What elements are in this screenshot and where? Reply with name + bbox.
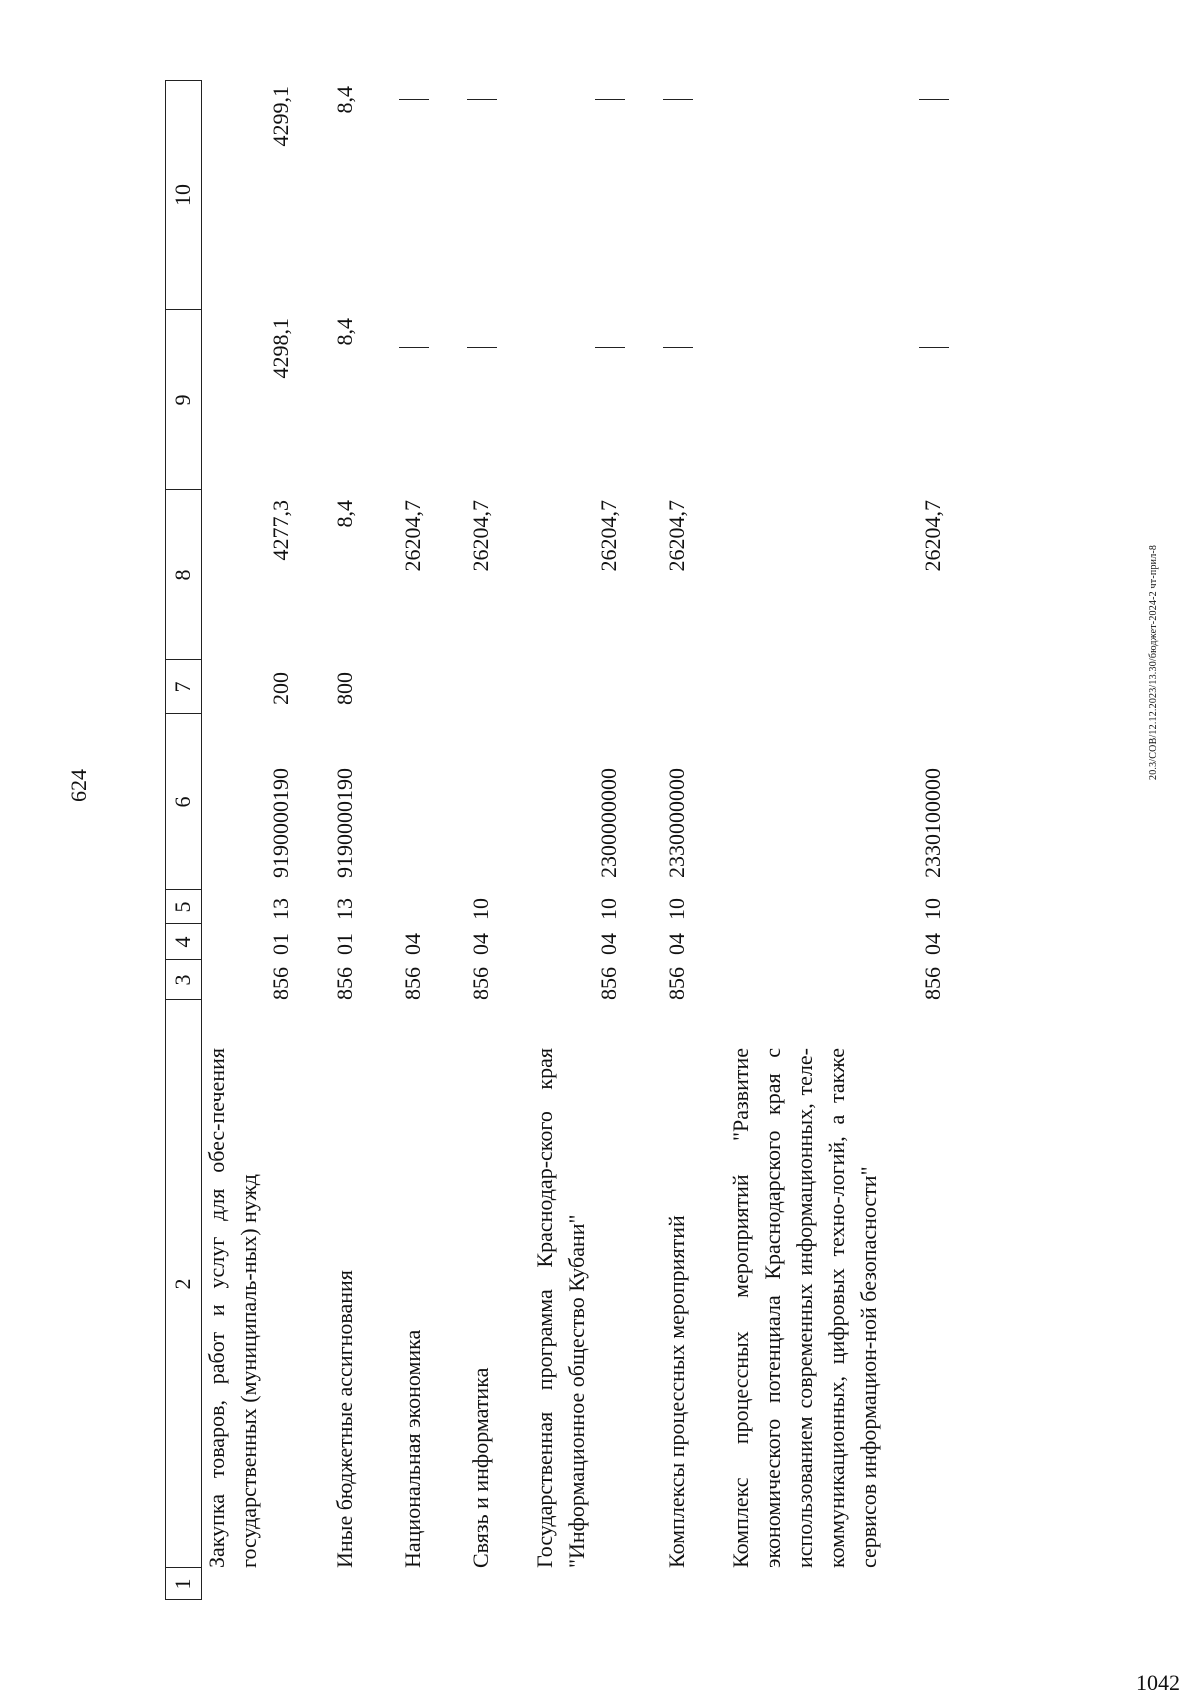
column-header: 9	[170, 394, 195, 406]
empty-dash	[467, 99, 497, 100]
cell-amount-year3: 4299,1	[268, 86, 293, 147]
empty-dash	[595, 347, 625, 348]
cell-expense-type: 200	[268, 672, 293, 705]
column-header: 7	[170, 681, 195, 693]
cell-target-article: 9190000190	[268, 768, 293, 878]
cell-section: 04	[920, 933, 945, 955]
cell-subsection: 10	[596, 898, 621, 920]
row-description: Иные бюджетные ассигнования	[332, 1270, 357, 1568]
column-header: 5	[170, 901, 195, 913]
empty-dash	[399, 99, 429, 100]
document-path-note: 20.3/СОВ/12.12.2023/13.30/бюджет-2024-2 чт-прил-8	[1148, 544, 1159, 780]
row-description: Комплексы процессных мероприятий	[664, 1215, 689, 1568]
cell-amount-year1: 26204,7	[468, 500, 493, 572]
column-header: 10	[170, 184, 195, 206]
cell-amount-year1: 26204,7	[920, 500, 945, 572]
page-number: 624	[66, 769, 91, 802]
row-description: Закупка товаров, работ и услуг для обес-печения государственных (муниципаль-ных) нужд	[204, 1048, 261, 1568]
cell-section: 04	[596, 933, 621, 955]
cell-section: 04	[664, 933, 689, 955]
empty-dash	[663, 347, 693, 348]
cell-section: 04	[468, 933, 493, 955]
cell-section: 04	[400, 933, 425, 955]
cell-gl-admin: 856	[664, 967, 689, 1000]
cell-subsection: 13	[332, 898, 357, 920]
budget-table	[165, 80, 985, 1600]
cell-target-article: 2300000000	[596, 768, 621, 878]
column-header: 8	[170, 569, 195, 581]
cell-amount-year2: 8,4	[332, 318, 357, 346]
cell-amount-year1: 8,4	[332, 500, 357, 528]
empty-dash	[663, 99, 693, 100]
cell-subsection: 13	[268, 898, 293, 920]
cell-amount-year1: 4277,3	[268, 500, 293, 561]
column-header: 4	[170, 936, 195, 948]
cell-amount-year1: 26204,7	[400, 500, 425, 572]
row-description: Комплекс процессных мероприятий "Развитие экономического потенциала Краснодарского края с использованием современных информационных, теле-коммуникационных, цифровых техно-логий, а также сервисов информацион-ной безопасности"	[728, 1048, 881, 1568]
cell-subsection: 10	[664, 898, 689, 920]
cell-section: 01	[268, 933, 293, 955]
column-header: 3	[170, 974, 195, 986]
column-header: 1	[170, 1578, 195, 1590]
row-description: Государственная программа Краснодар-ского края "Информационное общество Кубани"	[532, 1048, 589, 1568]
cell-subsection: 10	[920, 898, 945, 920]
column-header: 2	[170, 1278, 195, 1290]
cell-gl-admin: 856	[920, 967, 945, 1000]
cell-amount-year1: 26204,7	[664, 500, 689, 572]
empty-dash	[595, 99, 625, 100]
column-header: 6	[170, 796, 195, 808]
footer-page-number: 1042	[1136, 1670, 1180, 1695]
row-description: Национальная экономика	[400, 1329, 425, 1568]
cell-gl-admin: 856	[400, 967, 425, 1000]
cell-target-article: 2330000000	[664, 768, 689, 878]
empty-dash	[399, 347, 429, 348]
cell-subsection: 10	[468, 898, 493, 920]
cell-amount-year1: 26204,7	[596, 500, 621, 572]
cell-target-article: 9190000190	[332, 768, 357, 878]
empty-dash	[919, 99, 949, 100]
empty-dash	[467, 347, 497, 348]
empty-dash	[919, 347, 949, 348]
cell-target-article: 2330100000	[920, 768, 945, 878]
cell-gl-admin: 856	[468, 967, 493, 1000]
cell-gl-admin: 856	[268, 967, 293, 1000]
cell-expense-type: 800	[332, 672, 357, 705]
row-description: Связь и информатика	[468, 1367, 493, 1568]
cell-gl-admin: 856	[332, 967, 357, 1000]
cell-gl-admin: 856	[596, 967, 621, 1000]
cell-amount-year3: 8,4	[332, 86, 357, 114]
cell-section: 01	[332, 933, 357, 955]
cell-amount-year2: 4298,1	[268, 318, 293, 379]
